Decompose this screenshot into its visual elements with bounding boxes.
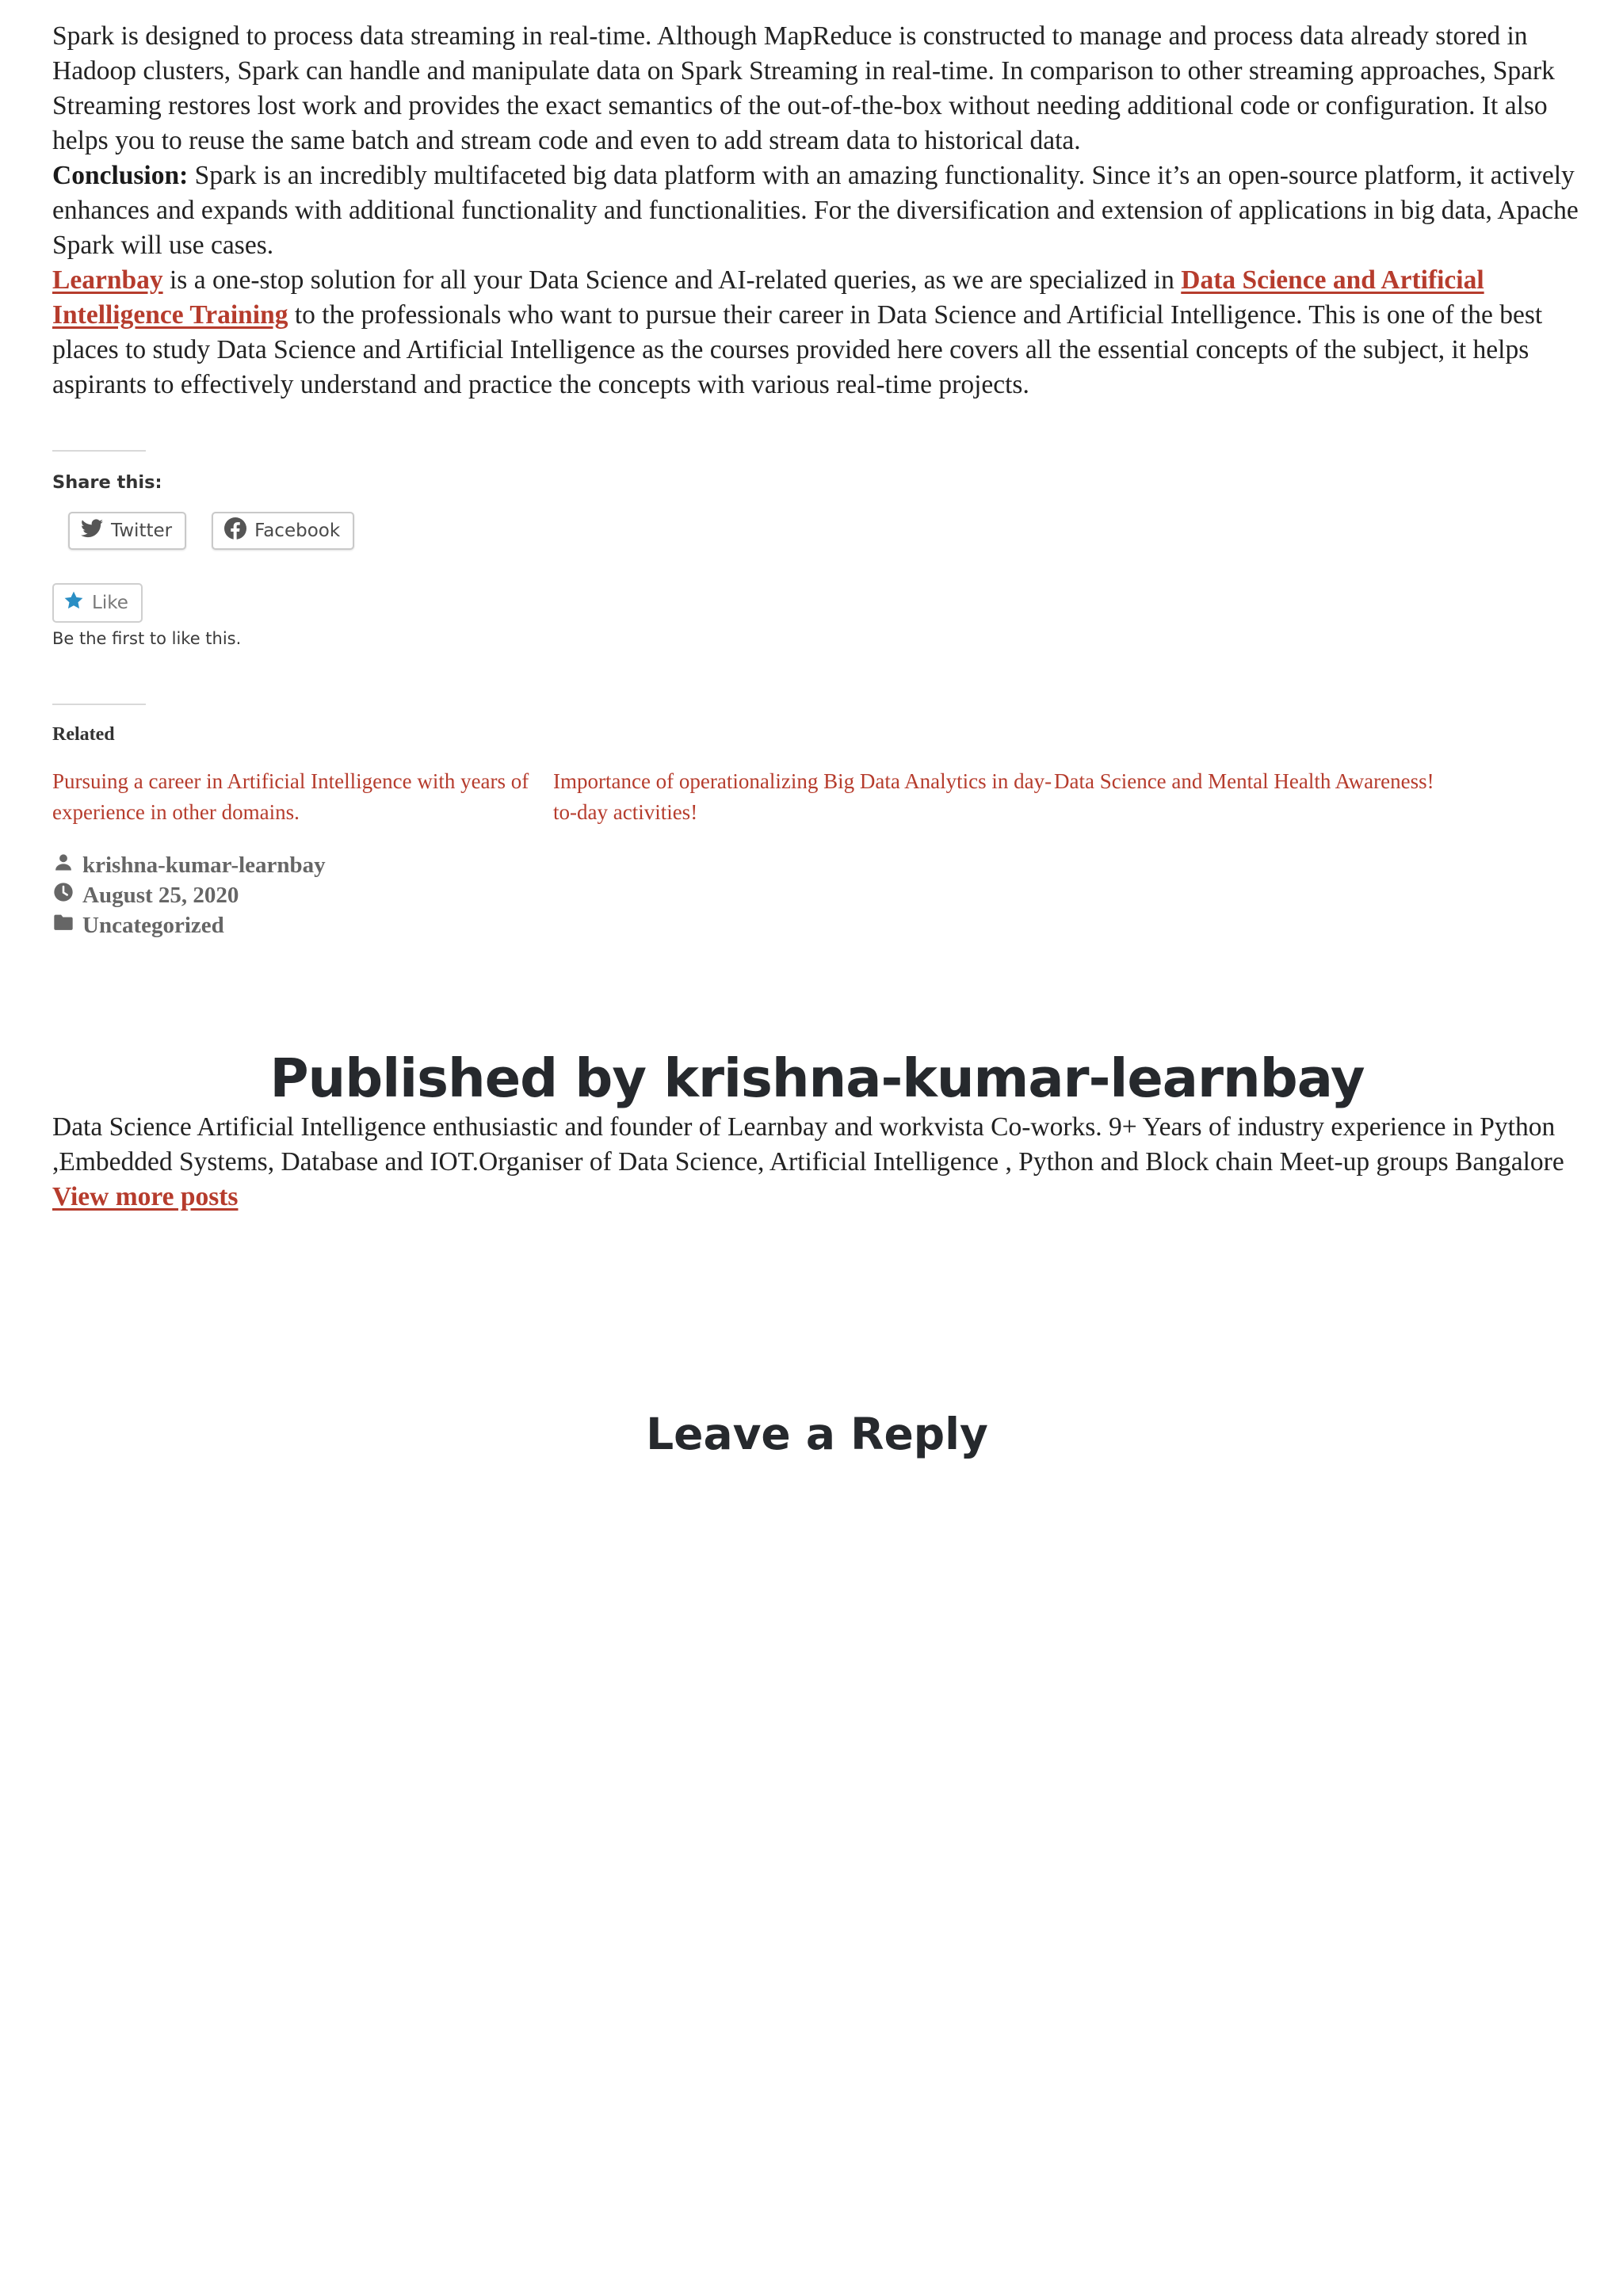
author-box-title: Published by krishna-kumar-learnbay [269, 1047, 1365, 1109]
leave-reply-title: Leave a Reply [646, 1409, 988, 1459]
share-section [52, 450, 1582, 550]
clock-icon [52, 881, 74, 910]
related-post-link[interactable]: Importance of operationalizing Big Data Analytics in day-to-day activities! [553, 769, 1052, 824]
author-link[interactable]: krishna-kumar-learnbay [82, 852, 326, 878]
like-button[interactable] [52, 583, 143, 623]
related-divider [52, 704, 146, 705]
related-post-link[interactable]: Data Science and Mental Health Awareness! [1054, 769, 1434, 793]
folder-icon [52, 911, 74, 940]
conclusion-label: Conclusion: [52, 161, 189, 190]
paragraph-streaming: Spark is designed to process data streaming in real-time. Although MapReduce is constructed to manage and process data already stored in Hadoop clusters, Spark can handle and manipulate data on Spark Streaming in real-time. In comparison to other streaming approaches, Spark Streaming restores lost work and provides the exact semantics of the out-of-the-box without needing additional code or configuration. It also helps you to reuse the same batch and stream code and even to add stream data to historical data. [52, 21, 1555, 155]
conclusion-text: Spark is an incredibly multifaceted big data platform with an amazing functionality. Since it’s an open-source platform, it actively enhances and expands with additional functionality and functionalities. For the diversification and extension of applications in big data, Apache Spark will use cases. [52, 161, 1579, 260]
meta-category [52, 910, 1582, 940]
like-label: Like [92, 593, 128, 613]
related-heading: Related [52, 724, 115, 745]
author-bio [52, 1110, 1582, 1215]
view-more-posts-link[interactable]: View more posts [52, 1182, 239, 1211]
facebook-icon [224, 517, 246, 544]
user-icon [52, 851, 74, 879]
related-post-link[interactable]: Pursuing a career in Artificial Intelligence with years of experience in other domains. [52, 769, 529, 824]
learnbay-link[interactable]: Learnbay [52, 265, 163, 295]
share-buttons [68, 512, 1582, 550]
meta-date [52, 880, 1582, 910]
date-link[interactable]: August 25, 2020 [82, 882, 239, 908]
share-twitter-button[interactable] [68, 512, 186, 550]
learnbay-text-1: is a one-stop solution for all your Data Science and AI-related queries, as we are specialized in [162, 265, 1182, 295]
author-bio-text: Data Science Artificial Intelligence enthusiastic and founder of Learnbay and workvista Co-works. 9+ Years of industry experience in Python ,Embedded Systems, Database and IOT.Organiser of Data Science, Artificial Intelligence , Python and Block chain Meet-up groups Bangalore [52, 1112, 1564, 1177]
related-section [52, 704, 1582, 828]
training-link[interactable]: Data Science and Artificial Intelligence Training [52, 265, 1484, 330]
post-meta [52, 850, 1582, 940]
share-heading: Share this: [52, 472, 162, 493]
like-note: Be the first to like this. [52, 629, 242, 648]
related-list [52, 766, 1582, 828]
paragraph-conclusion [52, 158, 1582, 263]
learnbay-text-2: to the professionals who want to pursue their career in Data Science and Artificial Intelligence. This is one of the best places to study Data Science and Artificial Intelligence as the courses provided here covers all the essential concepts of the subject, it helps aspirants to effectively understand and practice the concepts with various real-time projects. [52, 300, 1543, 399]
star-icon [63, 590, 84, 616]
category-link[interactable]: Uncategorized [82, 912, 224, 938]
paragraph-learnbay [52, 263, 1582, 402]
post-content [52, 19, 1582, 1460]
share-divider [52, 450, 146, 452]
meta-author [52, 850, 1582, 880]
facebook-label: Facebook [254, 521, 341, 541]
twitter-label: Twitter [111, 521, 173, 541]
share-facebook-button[interactable] [212, 512, 354, 550]
like-section [52, 583, 1582, 648]
twitter-icon [81, 519, 103, 543]
